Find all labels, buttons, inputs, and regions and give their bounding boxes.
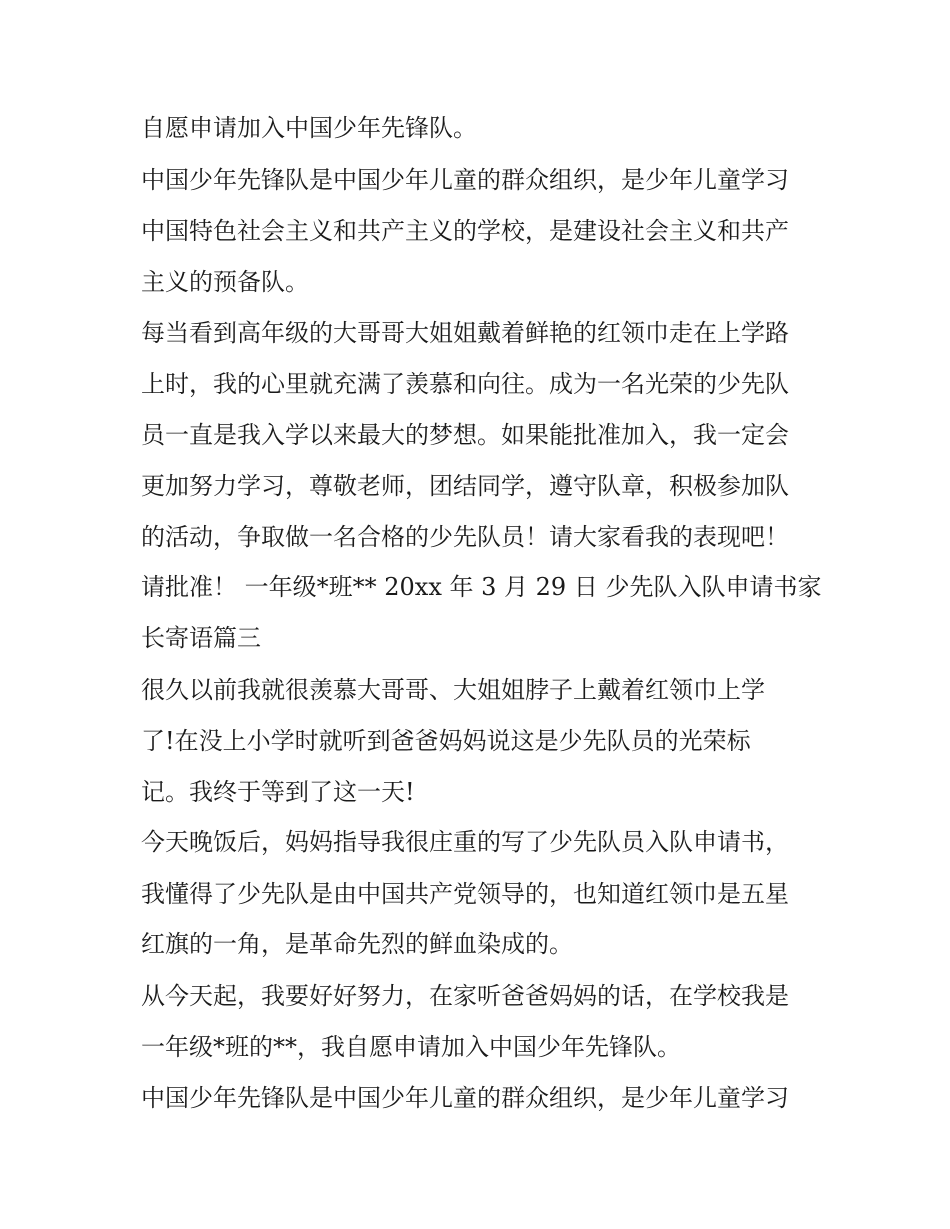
- text-line: 主义的预备队。: [141, 268, 309, 296]
- text-line: 长寄语篇三: [141, 624, 261, 652]
- text-line: 从今天起，我要好好努力，在家听爸爸妈妈的话，在学校我是: [141, 982, 789, 1010]
- text-line: 很久以前我就很羡慕大哥哥、大姐姐脖子上戴着红领巾上学: [141, 676, 765, 704]
- text-line: 员一直是我入学以来最大的梦想。如果能批准加入，我一定会: [141, 421, 789, 449]
- text-line: 了!在没上小学时就听到爸爸妈妈说这是少先队员的光荣标: [141, 727, 751, 755]
- text-line: 今天晚饭后，妈妈指导我很庄重的写了少先队员入队申请书，: [141, 828, 789, 856]
- text-line: 一年级*班的**，我自愿申请加入中国少年先锋队。: [141, 1033, 681, 1061]
- text-line: 红旗的一角，是革命先烈的鲜血染成的。: [141, 930, 573, 958]
- text-line: 请批准！ 一年级*班** 20xx 年 3 月 29 日 少先队入队申请书家: [141, 573, 822, 601]
- text-line: 中国少年先锋队是中国少年儿童的群众组织，是少年儿童学习: [141, 1084, 789, 1112]
- text-line: 更加努力学习，尊敬老师，团结同学，遵守队章，积极参加队: [141, 472, 789, 500]
- text-line: 我懂得了少先队是由中国共产党领导的，也知道红领巾是五星: [141, 880, 789, 908]
- text-line: 记。我终于等到了这一天!: [141, 778, 415, 806]
- text-line: 上时，我的心里就充满了羡慕和向往。成为一名光荣的少先队: [141, 370, 789, 398]
- text-line: 自愿申请加入中国少年先锋队。: [141, 114, 477, 142]
- text-line: 每当看到高年级的大哥哥大姐姐戴着鲜艳的红领巾走在上学路: [141, 319, 789, 347]
- text-line: 中国少年先锋队是中国少年儿童的群众组织，是少年儿童学习: [141, 166, 789, 194]
- text-line: 的活动，争取做一名合格的少先队员！请大家看我的表现吧！: [141, 523, 789, 551]
- text-line: 中国特色社会主义和共产主义的学校，是建设社会主义和共产: [141, 217, 789, 245]
